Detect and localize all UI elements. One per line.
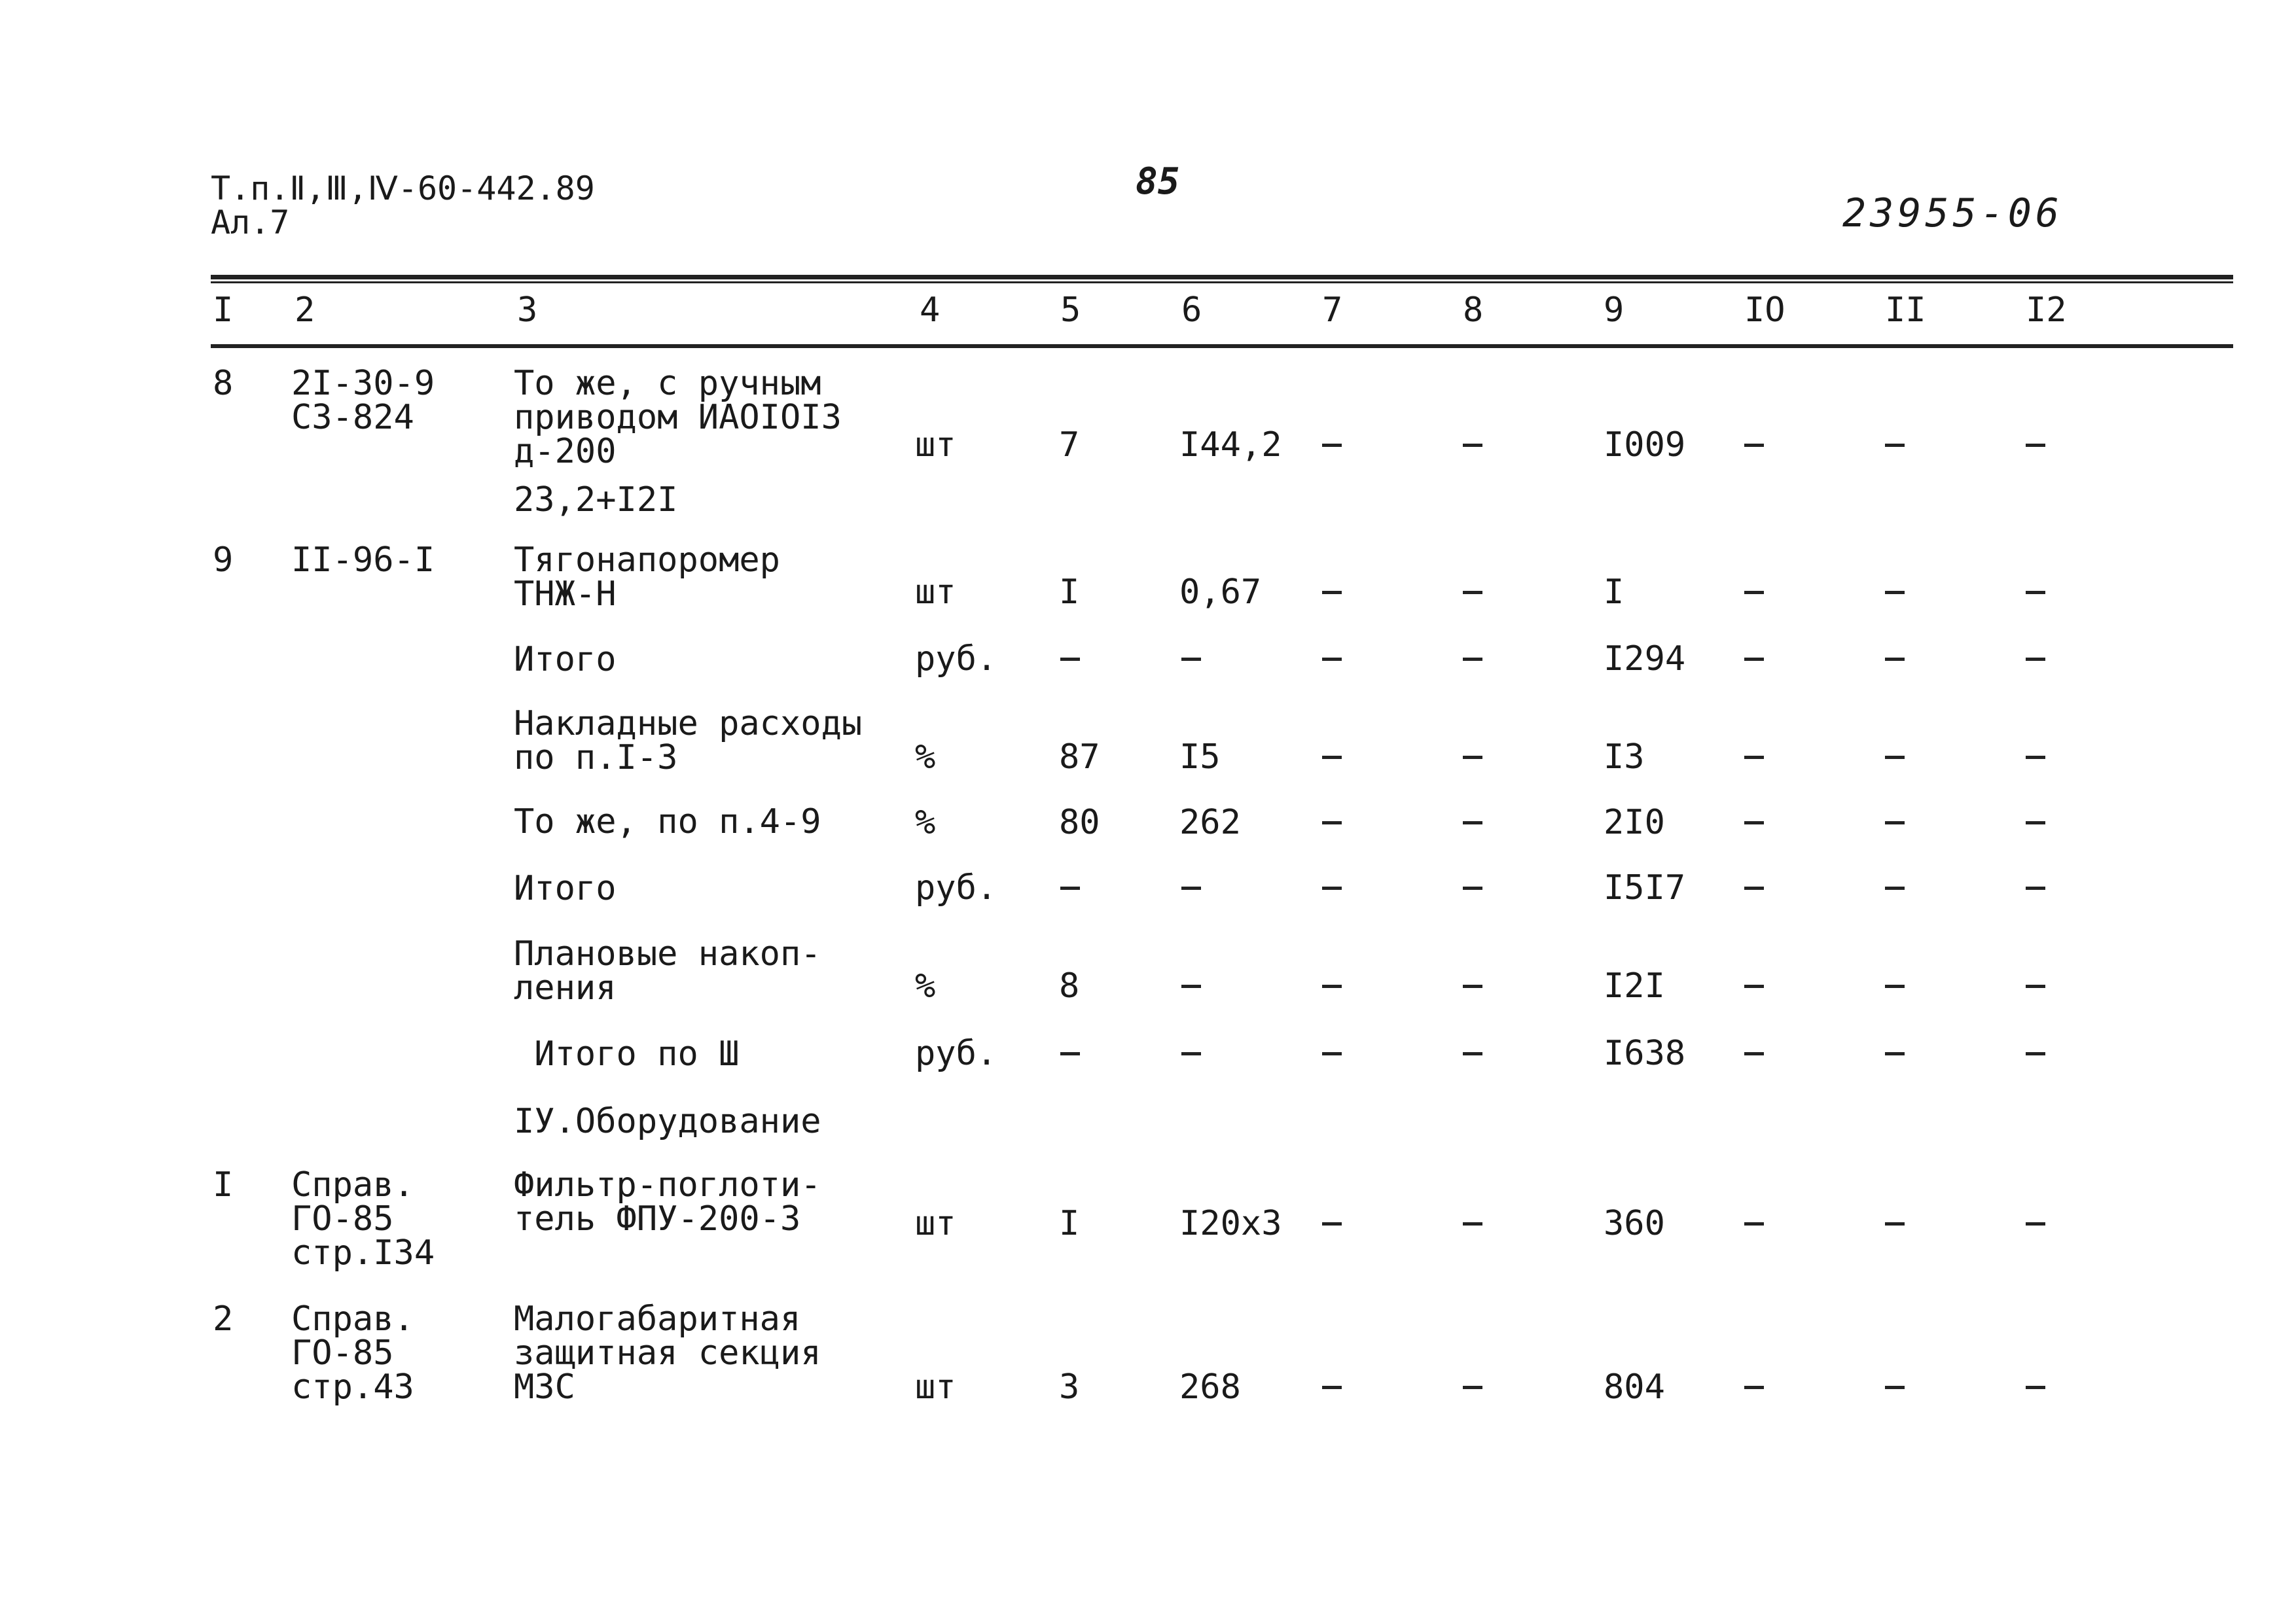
- row-reference: II-96-I: [291, 540, 435, 580]
- empty-value-dash: [1322, 821, 1342, 824]
- row-unit-cost: 0,67: [1179, 573, 1262, 612]
- column-header: 5: [1060, 291, 1081, 330]
- row-description: Итого по Ш: [514, 1034, 740, 1074]
- empty-value-dash: [1885, 821, 1905, 824]
- empty-value-dash: [1744, 985, 1764, 988]
- empty-value-dash: [1885, 591, 1905, 594]
- row-description: Малогабаритная: [514, 1299, 801, 1339]
- empty-value-dash: [1181, 1052, 1201, 1055]
- row-unit: %: [915, 966, 936, 1006]
- empty-value-dash: [1322, 1386, 1342, 1389]
- row-unit-cost: 262: [1179, 803, 1241, 842]
- row-unit: шт: [915, 425, 956, 465]
- row-reference: Справ.: [291, 1165, 414, 1205]
- row-description: Итого: [514, 869, 617, 908]
- row-number: 2: [213, 1299, 234, 1339]
- row-description: д-200: [514, 432, 617, 471]
- table-header-rule: [211, 344, 2233, 348]
- empty-value-dash: [1885, 1052, 1905, 1055]
- empty-value-dash: [1060, 658, 1080, 661]
- row-reference: ГО-85: [291, 1333, 394, 1373]
- row-total-cost: I3: [1604, 737, 1645, 777]
- row-description: защитная секция: [514, 1333, 821, 1373]
- empty-value-dash: [1463, 658, 1482, 661]
- empty-value-dash: [1181, 658, 1201, 661]
- row-total-cost: 2I0: [1604, 803, 1665, 842]
- empty-value-dash: [1322, 1052, 1342, 1055]
- row-unit: руб.: [915, 639, 997, 679]
- empty-value-dash: [1885, 887, 1905, 890]
- column-header: IO: [1744, 291, 1785, 330]
- row-description-note: 23,2+I2I: [514, 480, 678, 520]
- row-unit-cost: I44,2: [1179, 425, 1282, 465]
- empty-value-dash: [1322, 985, 1342, 988]
- empty-value-dash: [1322, 1222, 1342, 1226]
- row-number: 9: [213, 540, 234, 580]
- empty-value-dash: [1744, 887, 1764, 890]
- empty-value-dash: [1744, 821, 1764, 824]
- row-quantity: 87: [1059, 737, 1100, 777]
- row-reference: 2I-30-9: [291, 364, 435, 403]
- empty-value-dash: [1885, 658, 1905, 661]
- empty-value-dash: [1744, 444, 1764, 447]
- empty-value-dash: [1744, 1386, 1764, 1389]
- row-total-cost: I294: [1604, 639, 1686, 679]
- row-reference: стр.I34: [291, 1233, 435, 1273]
- column-header: I: [213, 291, 234, 330]
- empty-value-dash: [1463, 444, 1482, 447]
- row-description: МЗС: [514, 1368, 575, 1407]
- empty-value-dash: [1463, 821, 1482, 824]
- row-unit: руб.: [915, 868, 997, 908]
- row-description: Итого: [514, 640, 617, 679]
- row-description: То же, по п.4-9: [514, 802, 821, 841]
- row-total-cost: I2I: [1604, 966, 1665, 1006]
- document-reference: [211, 171, 595, 239]
- row-quantity: 3: [1059, 1368, 1080, 1407]
- column-header: 6: [1181, 291, 1202, 330]
- row-description: Фильтр-поглоти-: [514, 1165, 821, 1205]
- empty-value-dash: [1744, 1222, 1764, 1226]
- column-header: 2: [295, 291, 315, 330]
- empty-value-dash: [1463, 1222, 1482, 1226]
- empty-value-dash: [2026, 1222, 2045, 1226]
- empty-value-dash: [1322, 444, 1342, 447]
- empty-value-dash: [2026, 658, 2045, 661]
- row-total-cost: I: [1604, 573, 1624, 612]
- row-unit-cost: I20х3: [1179, 1204, 1282, 1243]
- empty-value-dash: [1885, 444, 1905, 447]
- row-description: Тягонапоромер: [514, 540, 780, 580]
- column-header: I2: [2026, 291, 2067, 330]
- empty-value-dash: [1885, 756, 1905, 759]
- row-unit: шт: [915, 573, 956, 612]
- row-description: ления: [514, 968, 617, 1008]
- row-reference: ГО-85: [291, 1199, 394, 1239]
- row-reference: С3-824: [291, 398, 414, 437]
- row-unit: %: [915, 803, 936, 842]
- row-description: приводом ИАОIОI3: [514, 398, 842, 437]
- row-description: Накладные расходы: [514, 704, 863, 743]
- row-quantity: 8: [1059, 966, 1080, 1006]
- empty-value-dash: [2026, 887, 2045, 890]
- empty-value-dash: [1322, 658, 1342, 661]
- row-unit-cost: 268: [1179, 1368, 1241, 1407]
- empty-value-dash: [1322, 756, 1342, 759]
- row-description: Плановые накоп-: [514, 934, 821, 974]
- row-total-cost: 804: [1604, 1368, 1665, 1407]
- row-total-cost: 360: [1604, 1204, 1665, 1243]
- empty-value-dash: [1463, 1386, 1482, 1389]
- row-total-cost: I638: [1604, 1034, 1686, 1073]
- empty-value-dash: [1885, 985, 1905, 988]
- empty-value-dash: [2026, 1052, 2045, 1055]
- row-unit: шт: [915, 1204, 956, 1243]
- empty-value-dash: [1322, 591, 1342, 594]
- page-number: 85: [1136, 160, 1180, 203]
- row-description: тель ФПУ-200-3: [514, 1199, 801, 1239]
- empty-value-dash: [1885, 1222, 1905, 1226]
- column-header: 3: [517, 291, 538, 330]
- empty-value-dash: [1181, 985, 1201, 988]
- row-description: То же, с ручным: [514, 364, 821, 403]
- row-unit: шт: [915, 1368, 956, 1407]
- row-quantity: I: [1059, 573, 1080, 612]
- empty-value-dash: [1463, 985, 1482, 988]
- column-header: 8: [1463, 291, 1484, 330]
- column-header: 9: [1604, 291, 1624, 330]
- empty-value-dash: [2026, 985, 2045, 988]
- row-reference: стр.43: [291, 1368, 414, 1407]
- empty-value-dash: [2026, 591, 2045, 594]
- row-total-cost: I009: [1604, 425, 1686, 465]
- empty-value-dash: [1463, 887, 1482, 890]
- empty-value-dash: [2026, 821, 2045, 824]
- document-code: 23955-06: [1842, 190, 2063, 236]
- row-unit: руб.: [915, 1034, 997, 1073]
- empty-value-dash: [1744, 658, 1764, 661]
- empty-value-dash: [1463, 591, 1482, 594]
- empty-value-dash: [1322, 887, 1342, 890]
- column-header: 7: [1322, 291, 1343, 330]
- row-total-cost: I5I7: [1604, 868, 1686, 908]
- empty-value-dash: [1463, 756, 1482, 759]
- column-header: II: [1885, 291, 1926, 330]
- row-unit-cost: I5: [1179, 737, 1221, 777]
- table-top-rule-inner: [211, 281, 2233, 283]
- column-header: 4: [920, 291, 941, 330]
- document-reference-line1: Т.п.Ⅱ,Ⅲ,Ⅳ-60-442.89: [211, 169, 595, 207]
- row-quantity: 80: [1059, 803, 1100, 842]
- empty-value-dash: [1060, 887, 1080, 890]
- empty-value-dash: [1744, 591, 1764, 594]
- row-description: IУ.Оборудование: [514, 1102, 821, 1141]
- empty-value-dash: [1885, 1386, 1905, 1389]
- empty-value-dash: [2026, 756, 2045, 759]
- empty-value-dash: [2026, 444, 2045, 447]
- row-unit: %: [915, 737, 936, 777]
- empty-value-dash: [1463, 1052, 1482, 1055]
- row-quantity: I: [1059, 1204, 1080, 1243]
- empty-value-dash: [2026, 1386, 2045, 1389]
- table-top-rule: [211, 275, 2233, 279]
- row-description: по п.I-3: [514, 738, 678, 777]
- row-number: I: [213, 1165, 234, 1205]
- row-reference: Справ.: [291, 1299, 414, 1339]
- empty-value-dash: [1060, 1052, 1080, 1055]
- row-number: 8: [213, 364, 234, 403]
- empty-value-dash: [1744, 756, 1764, 759]
- document-reference-line2: Ал.7: [211, 203, 290, 241]
- row-description: ТНЖ-Н: [514, 574, 617, 614]
- empty-value-dash: [1744, 1052, 1764, 1055]
- empty-value-dash: [1181, 887, 1201, 890]
- row-quantity: 7: [1059, 425, 1080, 465]
